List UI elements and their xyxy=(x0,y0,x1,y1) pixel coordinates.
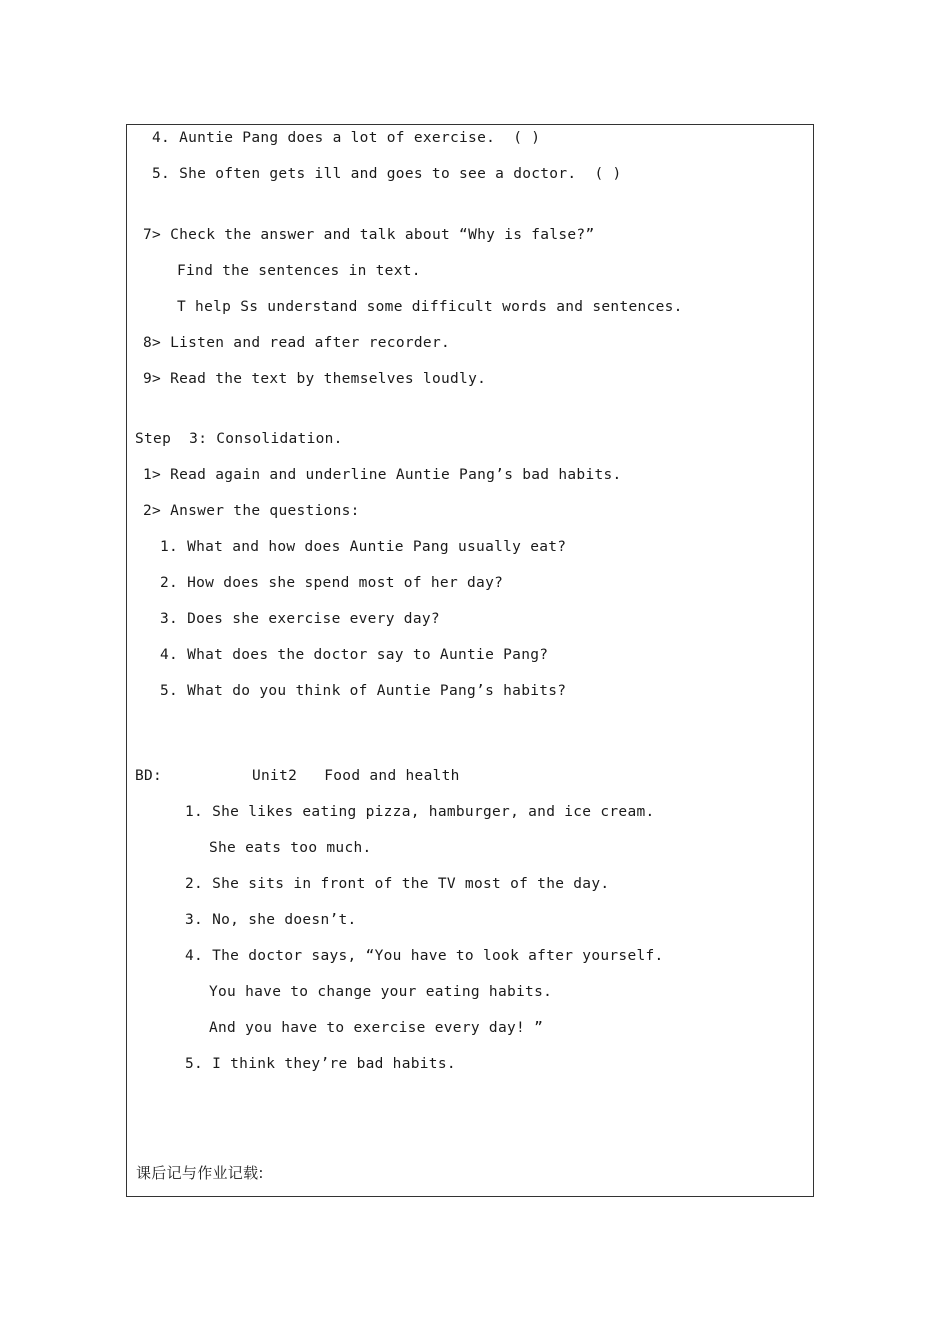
true-false-item-5: 5. She often gets ill and goes to see a doctor. ( ) xyxy=(152,166,622,182)
consolidation-task-2: 2> Answer the questions: xyxy=(143,503,360,519)
board-answer: 2. She sits in front of the TV most of the day. xyxy=(185,876,610,892)
step-9: 9> Read the text by themselves loudly. xyxy=(143,371,487,387)
board-answer: 5. I think they’re bad habits. xyxy=(185,1056,456,1072)
question-item: 5. What do you think of Auntie Pang’s habits? xyxy=(160,683,567,699)
board-title: Unit2 Food and health xyxy=(252,768,460,784)
step-7: 7> Check the answer and talk about “Why is false?” xyxy=(143,227,595,243)
consolidation-heading: Step 3: Consolidation. xyxy=(135,431,343,447)
step-7-detail-a: Find the sentences in text. xyxy=(177,263,421,279)
board-answer: 4. The doctor says, “You have to look after yourself. xyxy=(185,948,664,964)
board-answer-continuation: And you have to exercise every day! ” xyxy=(209,1020,544,1036)
true-false-item-4: 4. Auntie Pang does a lot of exercise. ( ) xyxy=(152,130,541,146)
step-8: 8> Listen and read after recorder. xyxy=(143,335,451,351)
board-answer: 3. No, she doesn’t. xyxy=(185,912,357,928)
board-answer-continuation: You have to change your eating habits. xyxy=(209,984,553,1000)
question-item: 2. How does she spend most of her day? xyxy=(160,575,504,591)
question-item: 1. What and how does Auntie Pang usually eat? xyxy=(160,539,567,555)
question-item: 3. Does she exercise every day? xyxy=(160,611,440,627)
board-label: BD: xyxy=(135,768,163,784)
board-answer: 1. She likes eating pizza, hamburger, and ice cream. xyxy=(185,804,655,820)
consolidation-task-1: 1> Read again and underline Auntie Pang’s bad habits. xyxy=(143,467,622,483)
step-7-detail-b: T help Ss understand some difficult words and sentences. xyxy=(177,299,683,315)
board-answer-continuation: She eats too much. xyxy=(209,840,372,856)
after-class-notes-label: 课后记与作业记载: xyxy=(136,1164,264,1182)
question-item: 4. What does the doctor say to Auntie Pang? xyxy=(160,647,549,663)
